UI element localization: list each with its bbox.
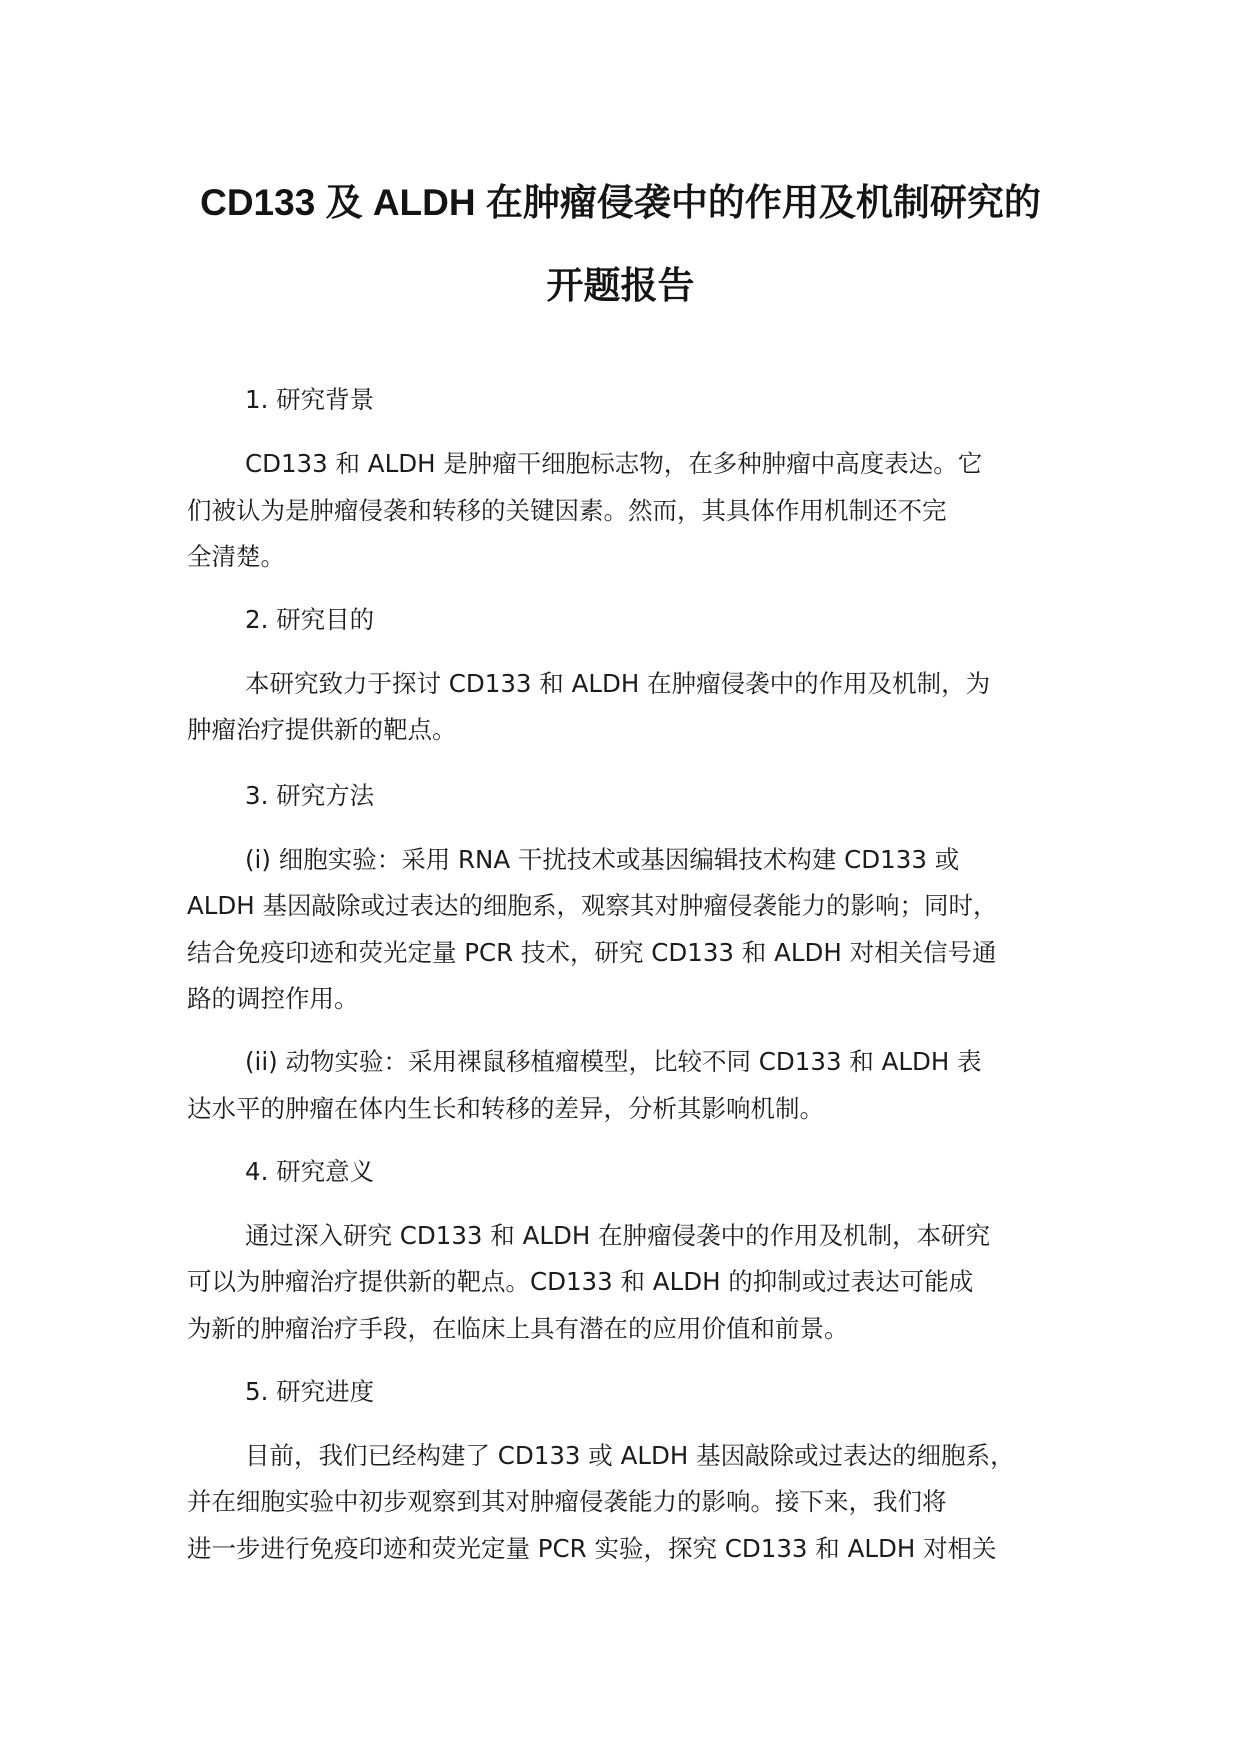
paragraph-line: 进一步进行免疫印迹和荧光定量 PCR 实验，探究 CD133 和 ALDH 对相关	[187, 1534, 997, 1563]
paragraph-line: 并在细胞实验中初步观察到其对肿瘤侵袭能力的影响。接下来，我们将	[187, 1487, 947, 1516]
paragraph-line: CD133 和 ALDH 是肿瘤干细胞标志物，在多种肿瘤中高度表达。它	[245, 449, 983, 478]
section-heading-significance: 4. 研究意义	[245, 1157, 375, 1186]
paragraph-line: 结合免疫印迹和荧光定量 PCR 技术，研究 CD133 和 ALDH 对相关信号通	[187, 938, 997, 967]
paragraph-line: 为新的肿瘤治疗手段，在临床上具有潜在的应用价值和前景。	[187, 1314, 849, 1343]
paragraph-line: 全清楚。	[187, 542, 285, 571]
paragraph-line: (ii) 动物实验：采用裸鼠移植瘤模型，比较不同 CD133 和 ALDH 表	[245, 1047, 982, 1076]
section-heading-progress: 5. 研究进度	[245, 1377, 375, 1406]
paragraph-line: 肿瘤治疗提供新的靶点。	[187, 715, 457, 744]
document-title-line-1: CD133 及 ALDH 在肿瘤侵袭中的作用及机制研究的	[200, 182, 1041, 223]
paragraph-line: 目前，我们已经构建了 CD133 或 ALDH 基因敲除或过表达的细胞系，	[245, 1441, 1015, 1470]
paragraph-line: 们被认为是肿瘤侵袭和转移的关键因素。然而，其具体作用机制还不完	[187, 496, 947, 525]
section-heading-purpose: 2. 研究目的	[245, 605, 375, 634]
paragraph-line: 通过深入研究 CD133 和 ALDH 在肿瘤侵袭中的作用及机制，本研究	[245, 1221, 991, 1250]
paragraph-line: (i) 细胞实验：采用 RNA 干扰技术或基因编辑技术构建 CD133 或	[245, 845, 960, 874]
paragraph-line: 达水平的肿瘤在体内生长和转移的差异，分析其影响机制。	[187, 1094, 824, 1123]
paragraph-line: 可以为肿瘤治疗提供新的靶点。CD133 和 ALDH 的抑制或过表达可能成	[187, 1267, 974, 1296]
document-title-line-2: 开题报告	[546, 265, 695, 306]
paragraph-line: 本研究致力于探讨 CD133 和 ALDH 在肿瘤侵袭中的作用及机制，为	[245, 669, 991, 698]
section-heading-background: 1. 研究背景	[245, 385, 375, 414]
paragraph-line: ALDH 基因敲除或过表达的细胞系，观察其对肿瘤侵袭能力的影响；同时，	[187, 891, 998, 920]
section-heading-methods: 3. 研究方法	[245, 781, 375, 810]
paragraph-line: 路的调控作用。	[187, 984, 359, 1013]
